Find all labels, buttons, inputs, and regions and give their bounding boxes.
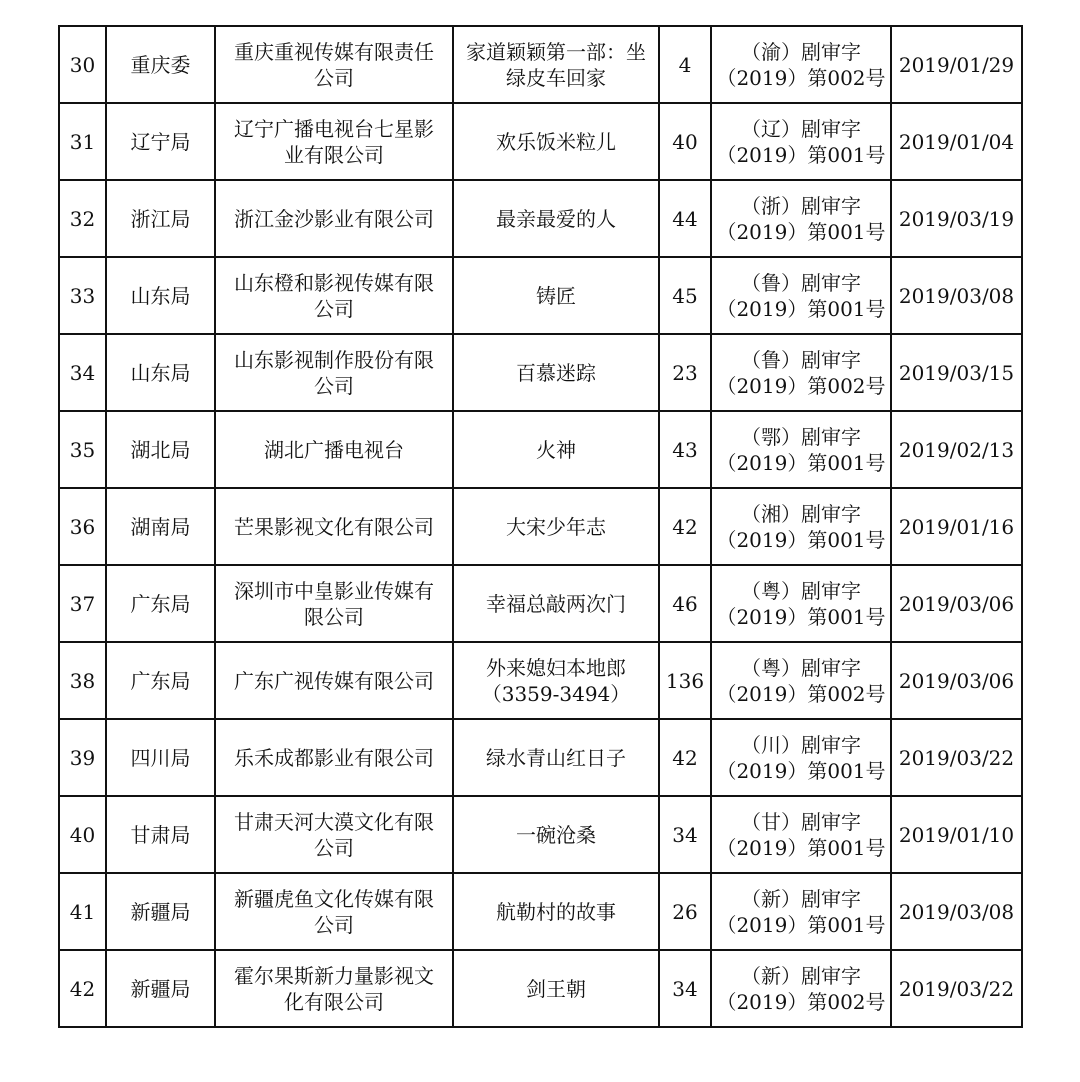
episodes-cell: 42 [659,488,711,565]
license-line: （粤）剧审字 [741,655,861,680]
title-cell [453,103,659,180]
company-line: 芒果影视文化有限公司 [234,514,434,539]
table-row [59,411,1022,488]
drama-approval-table [58,25,1023,1028]
company-cell [215,411,453,488]
license-line: （2019）第001号 [716,758,886,783]
license-cell [711,180,891,257]
authority-cell: 广东局 [106,642,215,719]
company-line: 重庆重视传媒有限责任 [234,39,434,64]
title-cell [453,719,659,796]
authority-cell: 新疆局 [106,873,215,950]
episodes-cell: 136 [659,642,711,719]
company-line: 公司 [314,65,354,90]
episodes-cell: 43 [659,411,711,488]
license-line: （2019）第002号 [716,65,886,90]
license-cell [711,950,891,1027]
date-cell: 2019/01/04 [891,103,1022,180]
license-line: （粤）剧审字 [741,578,861,603]
license-line: （2019）第001号 [716,142,886,167]
title-line: 幸福总敲两次门 [486,591,626,616]
row-number-cell: 41 [59,873,106,950]
authority-cell: 新疆局 [106,950,215,1027]
title-line: 铸匠 [536,283,576,308]
license-cell [711,334,891,411]
date-cell: 2019/03/06 [891,642,1022,719]
row-number-cell: 34 [59,334,106,411]
episodes-cell: 4 [659,26,711,103]
license-cell [711,873,891,950]
company-cell [215,26,453,103]
episodes-cell: 34 [659,796,711,873]
company-cell [215,719,453,796]
title-line: 百慕迷踪 [516,360,596,385]
company-line: 化有限公司 [284,989,384,1014]
row-number-cell: 31 [59,103,106,180]
license-cell [711,642,891,719]
company-cell [215,873,453,950]
table-row [59,334,1022,411]
episodes-cell: 45 [659,257,711,334]
license-line: （鲁）剧审字 [741,347,861,372]
license-line: （2019）第001号 [716,604,886,629]
date-cell: 2019/01/16 [891,488,1022,565]
license-line: （渝）剧审字 [741,39,861,64]
table-row [59,642,1022,719]
episodes-cell: 46 [659,565,711,642]
table-row [59,796,1022,873]
title-cell [453,411,659,488]
authority-cell: 辽宁局 [106,103,215,180]
company-line: 浙江金沙影业有限公司 [234,206,434,231]
company-line: 霍尔果斯新力量影视文 [234,963,434,988]
row-number-cell: 38 [59,642,106,719]
title-cell [453,950,659,1027]
row-number-cell: 35 [59,411,106,488]
title-line: 家道颖颖第一部：坐 [466,39,646,64]
company-cell [215,180,453,257]
title-line: 一碗沧桑 [516,822,596,847]
license-cell [711,257,891,334]
authority-cell: 重庆委 [106,26,215,103]
title-line: （3359-3494） [481,681,631,706]
episodes-cell: 34 [659,950,711,1027]
license-cell [711,103,891,180]
episodes-cell: 23 [659,334,711,411]
company-line: 山东影视制作股份有限 [234,347,434,372]
license-line: （2019）第002号 [716,681,886,706]
license-line: （2019）第001号 [716,527,886,552]
date-cell: 2019/02/13 [891,411,1022,488]
row-number-cell: 32 [59,180,106,257]
license-line: （浙）剧审字 [741,193,861,218]
license-line: （2019）第001号 [716,835,886,860]
table-row [59,719,1022,796]
company-line: 业有限公司 [284,142,384,167]
title-line: 绿皮车回家 [506,65,606,90]
authority-cell: 广东局 [106,565,215,642]
company-cell [215,488,453,565]
company-line: 辽宁广播电视台七星影 [234,116,434,141]
company-cell [215,950,453,1027]
license-line: （2019）第001号 [716,219,886,244]
row-number-cell: 40 [59,796,106,873]
date-cell: 2019/03/22 [891,950,1022,1027]
title-line: 欢乐饭米粒儿 [496,129,616,154]
episodes-cell: 26 [659,873,711,950]
title-cell [453,334,659,411]
license-cell [711,719,891,796]
title-line: 火神 [536,437,576,462]
title-cell [453,642,659,719]
authority-cell: 湖南局 [106,488,215,565]
title-cell [453,873,659,950]
title-line: 大宋少年志 [506,514,606,539]
company-cell [215,334,453,411]
row-number-cell: 42 [59,950,106,1027]
license-line: （新）剧审字 [741,963,861,988]
authority-cell: 山东局 [106,257,215,334]
table-row [59,488,1022,565]
authority-cell: 湖北局 [106,411,215,488]
episodes-cell: 42 [659,719,711,796]
date-cell: 2019/03/08 [891,873,1022,950]
row-number-cell: 36 [59,488,106,565]
license-line: （鄂）剧审字 [741,424,861,449]
company-line: 新疆虎鱼文化传媒有限 [234,886,434,911]
license-line: （甘）剧审字 [741,809,861,834]
date-cell: 2019/01/10 [891,796,1022,873]
company-line: 乐禾成都影业有限公司 [234,745,434,770]
license-line: （2019）第002号 [716,373,886,398]
company-line: 公司 [314,373,354,398]
date-cell: 2019/03/06 [891,565,1022,642]
date-cell: 2019/03/15 [891,334,1022,411]
company-line: 深圳市中皇影业传媒有 [234,578,434,603]
license-cell [711,796,891,873]
table-body [59,26,1022,1027]
license-line: （辽）剧审字 [741,116,861,141]
title-line: 绿水青山红日子 [486,745,626,770]
license-line: （鲁）剧审字 [741,270,861,295]
company-cell [215,796,453,873]
company-cell [215,103,453,180]
license-line: （新）剧审字 [741,886,861,911]
authority-cell: 四川局 [106,719,215,796]
company-cell [215,642,453,719]
license-line: （2019）第001号 [716,450,886,475]
authority-cell: 甘肃局 [106,796,215,873]
license-line: （2019）第001号 [716,912,886,937]
date-cell: 2019/03/22 [891,719,1022,796]
license-cell [711,488,891,565]
table-row [59,103,1022,180]
row-number-cell: 30 [59,26,106,103]
date-cell: 2019/03/19 [891,180,1022,257]
table-row [59,950,1022,1027]
title-cell [453,180,659,257]
table-row [59,180,1022,257]
company-line: 公司 [314,296,354,321]
row-number-cell: 39 [59,719,106,796]
license-line: （湘）剧审字 [741,501,861,526]
table-row [59,26,1022,103]
company-line: 甘肃天河大漠文化有限 [234,809,434,834]
company-line: 湖北广播电视台 [264,437,404,462]
title-cell [453,257,659,334]
company-line: 公司 [314,912,354,937]
episodes-cell: 44 [659,180,711,257]
title-cell [453,488,659,565]
authority-cell: 山东局 [106,334,215,411]
authority-cell: 浙江局 [106,180,215,257]
company-line: 公司 [314,835,354,860]
title-cell [453,565,659,642]
license-line: （2019）第002号 [716,989,886,1014]
title-line: 剑王朝 [526,976,586,1001]
license-cell [711,565,891,642]
license-cell [711,26,891,103]
license-cell [711,411,891,488]
date-cell: 2019/01/29 [891,26,1022,103]
company-line: 山东橙和影视传媒有限 [234,270,434,295]
row-number-cell: 33 [59,257,106,334]
date-cell: 2019/03/08 [891,257,1022,334]
table-row [59,873,1022,950]
company-line: 广东广视传媒有限公司 [234,668,434,693]
company-cell [215,257,453,334]
title-line: 航勒村的故事 [496,899,616,924]
title-line: 最亲最爱的人 [496,206,616,231]
table-row [59,257,1022,334]
episodes-cell: 40 [659,103,711,180]
title-cell [453,26,659,103]
table-row [59,565,1022,642]
title-line: 外来媳妇本地郎 [486,655,626,680]
title-cell [453,796,659,873]
row-number-cell: 37 [59,565,106,642]
license-line: （2019）第001号 [716,296,886,321]
company-cell [215,565,453,642]
license-line: （川）剧审字 [741,732,861,757]
company-line: 限公司 [304,604,364,629]
